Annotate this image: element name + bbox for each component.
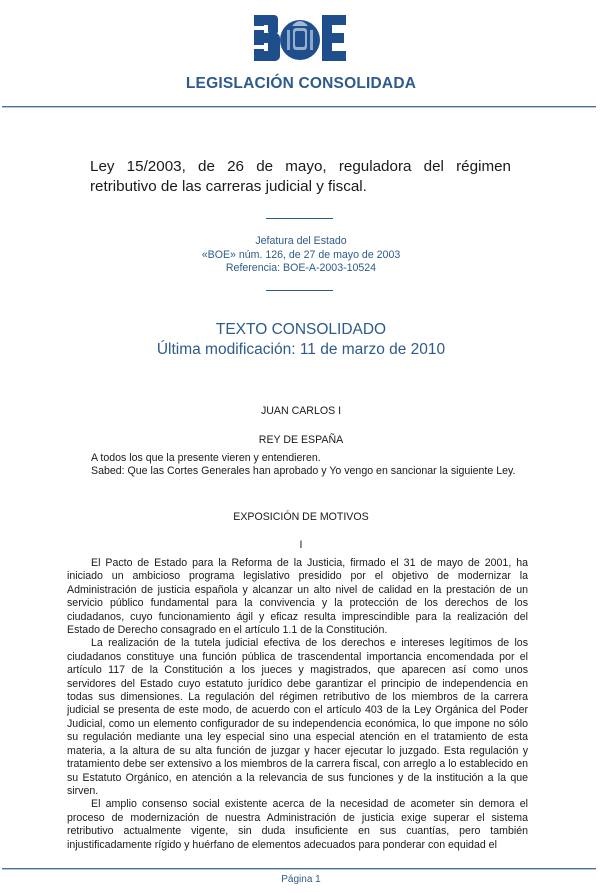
paragraph: El Pacto de Estado para la Reforma de la Justicia, firmado el 31 de mayo de 2001, ha iniciado un ambicioso programa legislativo presidido por el objetivo de modernizar la Administración de justicia española y alcanzar un alto nivel de calidad en la prestación de un servicio público fundamental para la convivencia y la protección de los derechos de los ciudadanos, cuyo funcionamiento ágil y eficaz resulta imprescindible para la realización del Estado de Derecho consagrado en el artículo 1.1 de la Constitución. xyxy=(67,557,528,637)
boe-logo-letter-e xyxy=(322,15,346,61)
publication-info: «BOE» núm. 126, de 27 de mayo de 2003 xyxy=(201,248,401,261)
sanction: Sabed: Que las Cortes Generales han aprobado y Yo vengo en sancionar la siguiente Ley. xyxy=(91,465,516,478)
king-title: REY DE ESPAÑA xyxy=(258,434,344,446)
paragraph: El amplio consenso social existente acerca de la necesidad de acometer sin demora el proceso de modernización de nuestra Administración de justicia exige superar el sistema retributivo actualmente vigente, sin duda insuficiente en sus cuantías, pero también injustificadamente rígido y huérfano de elementos adecuados para ponderar con equidad el xyxy=(67,798,528,851)
section-number: I xyxy=(299,539,303,551)
paragraph: La realización de la tutela judicial efectiva de los derechos e intereses legítimos de los ciudadanos constituye una función pública de trascendental importancia encomendada por el artículo 117 de la Constitución a los jueces y magistrados, que aparecen así como unos servidores del Estado cuyo estatuto jurídico debe garantizar el principio de independencia en todas sus dimensiones. La regulación del régimen retributivo de los miembros de la carrera judicial se presenta de este modo, de acuerdo con el artículo 403 de la Ley Orgánica del Poder Judicial, como un elemento configurador de su independencia económica, lo que impone no sólo su regulación mediante una ley especial sino una especial atención en el tratamiento de esta materia, a la altura de su alta función de juzgar y hacer ejecutar lo juzgado. Esta regulación y tratamiento debe ser extensivo a los miembros de la carrera fiscal, con arreglo a lo establecido en su Estatuto Orgánico, en atención a la relevancia de sus funciones y de la institución a la que sirven. xyxy=(67,637,528,797)
publication-meta xyxy=(0,235,602,276)
boe-logo-letter-b xyxy=(252,15,280,61)
law-title: Ley 15/2003, de 26 de mayo, reguladora del régimen retributivo de las carreras judicial y fiscal. xyxy=(90,158,511,195)
reference: Referencia: BOE-A-2003-10524 xyxy=(225,262,377,274)
meta-divider-bottom xyxy=(266,290,333,291)
consolidation-block xyxy=(0,320,602,360)
meta-divider-top xyxy=(266,218,333,219)
page-number: Página 1 xyxy=(281,874,321,885)
header-title: LEGISLACIÓN CONSOLIDADA xyxy=(185,75,417,92)
exposition-body xyxy=(67,557,528,852)
issuer: Jefatura del Estado xyxy=(255,235,347,247)
preamble-text xyxy=(67,452,528,479)
consolidated-label: TEXTO CONSOLIDADO xyxy=(215,321,387,338)
greeting: A todos los que la presente vieren y entendieren. xyxy=(91,452,321,464)
coat-of-arms-icon xyxy=(280,20,320,60)
boe-logo xyxy=(252,12,348,64)
footer-divider xyxy=(2,868,596,869)
king-name: JUAN CARLOS I xyxy=(260,405,342,417)
last-modified: Última modificación: 11 de marzo de 2010 xyxy=(156,341,446,358)
exposition-heading: EXPOSICIÓN DE MOTIVOS xyxy=(233,511,369,523)
header-divider xyxy=(2,106,596,107)
